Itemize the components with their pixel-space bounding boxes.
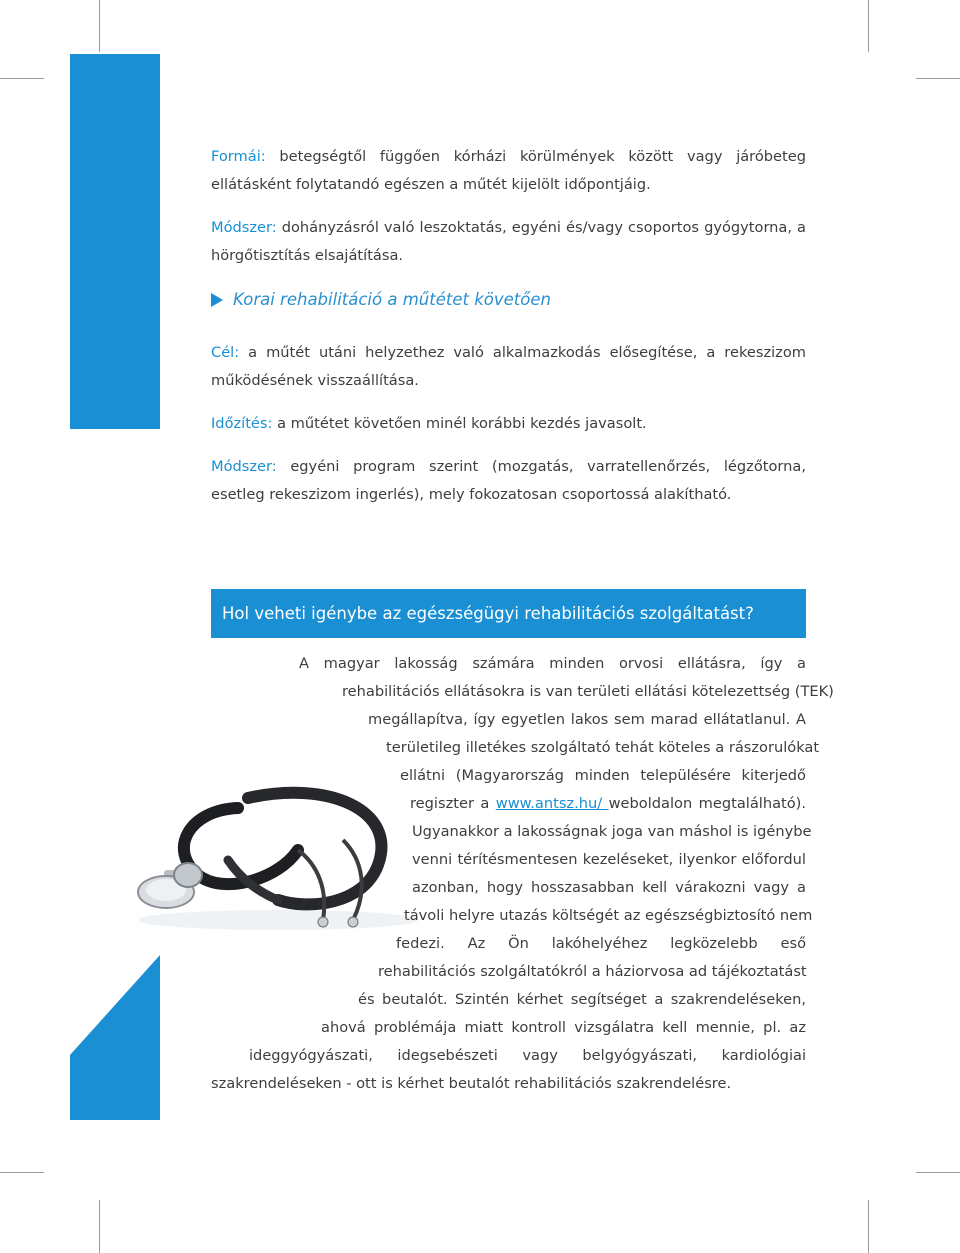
body-line-link [410,790,806,818]
body-line: távoli helyre utazás költségét az egészségbiztosító nem [404,907,813,924]
body-line: fedezi. Az Ön lakóhelyéhez legközelebb eső [396,935,806,952]
link-line-before: regiszter a [410,795,496,812]
crop-mark [99,0,100,52]
page-number: 19 [121,1066,149,1091]
crop-mark [916,78,960,79]
cel-paragraph [211,339,806,395]
body-line: és beutalót. Szintén kérhet segítséget a szakrendeléseken, [358,991,806,1008]
link-line-after: weboldalon megtalálható). [608,795,806,812]
antsz-link[interactable]: www.antsz.hu/ [495,795,609,812]
modszer-paragraph [211,214,806,270]
body-line: rehabilitációs szolgáltatókról a háziorvosa ad tájékoztatást [378,963,807,980]
body-line: megállapítva, így egyetlen lakos sem marad ellátatlanul. A [368,711,806,728]
modszer-text: dohányzásról való leszoktatás, egyéni és/vagy csoportos gyógytorna, a hörgőtisztítás elsajátítása. [211,219,806,264]
crop-mark [99,1200,100,1253]
modszer-label: Módszer: [211,219,277,236]
body-line: venni térítésmentesen kezeléseket, ilyenkor előfordul [412,851,806,868]
crop-mark [868,1200,869,1253]
section-modszer-text: egyéni program szerint (mozgatás, varratellenőrzés, légzőtorna, esetleg rekeszizom ingerlés), mely fokozatosan csoportossá alakítható. [211,458,806,503]
stethoscope-image [128,770,428,940]
body-line: Ugyanakkor a lakosságnak joga van máshol is igénybe [412,823,812,840]
body-line: azonban, hogy hosszasabban kell várakozni vagy a [412,879,806,896]
sidebar-bar-top [70,54,160,429]
body-line: ahová problémája miatt kontroll vizsgálatra kell mennie, pl. az [321,1019,806,1036]
body-line: rehabilitációs ellátásokra is van területi ellátási kötelezettség (TEK) [342,683,834,700]
formai-paragraph [211,143,806,199]
body-line: A magyar lakosság számára minden orvosi ellátásra, így a [299,655,806,672]
section-block [211,339,806,509]
section-modszer-label: Módszer: [211,458,277,475]
section-heading [211,290,551,309]
formai-text: betegségtől függően kórházi körülmények között vagy járóbeteg ellátásként folytatandó egészen a műtét kijelölt időpontjáig. [211,148,807,193]
body-line: szakrendeléseken - ott is kérhet beutalót rehabilitációs szakrendelésre. [211,1075,732,1092]
crop-mark [916,1172,960,1173]
section-modszer-paragraph [211,453,806,509]
sidebar-notch [70,955,160,1055]
section-heading-text: Korai rehabilitáció a műtétet követően [233,290,551,309]
crop-mark [0,1172,44,1173]
cel-text: a műtét utáni helyzethez való alkalmazkodás elősegítése, a rekeszizom működésének visszaállítása. [211,344,806,389]
idozites-text: a műtétet követően minél korábbi kezdés javasolt. [277,415,647,432]
cel-label: Cél: [211,344,240,361]
idozites-label: Időzítés: [211,415,273,432]
crop-mark [868,0,869,52]
question-banner: Hol veheti igénybe az egészségügyi rehabilitációs szolgáltatást? [211,589,806,638]
arrow-right-icon [211,293,223,307]
crop-mark [0,78,44,79]
body-line: területileg illetékes szolgáltató tehát köteles a rászorulókat [386,739,820,756]
formai-label: Formái: [211,148,266,165]
intro-block [211,143,806,270]
body-line: ideggyógyászati, idegsebészeti vagy belgyógyászati, kardiológiai [249,1047,806,1064]
idozites-paragraph [211,410,806,438]
body-line: ellátni (Magyarország minden településére kiterjedő [400,767,806,784]
